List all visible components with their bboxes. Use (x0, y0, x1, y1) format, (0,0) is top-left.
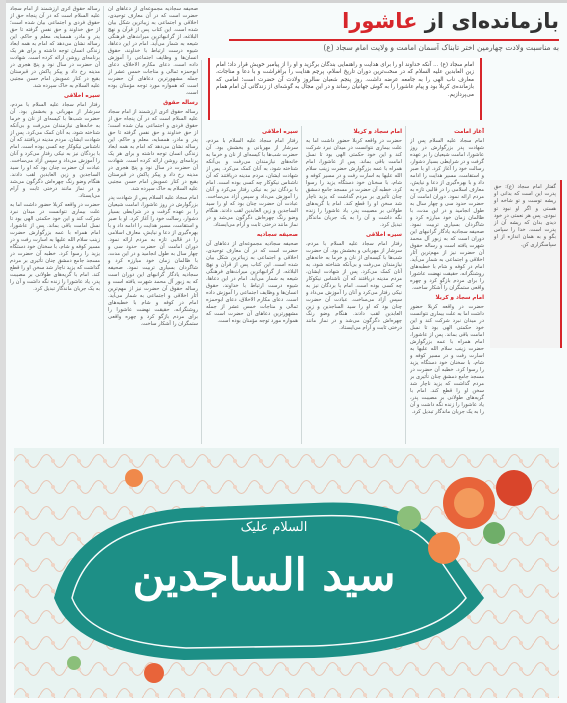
title-rule (229, 39, 559, 41)
column-heading: رساله حقوق (163, 100, 198, 106)
column-body: امام سجاد علیه السلام پس از شهادت پدر بزرگوارش در روز عاشورا، امامت شیعیان را بر عهده گرفت و در شرایطی بسیار دشوار، رسالت خود را آغاز کرد. او با صبر و استقامت، مسیر هدایت را ادامه داد و با بهره‌گیری از دعا و نیایش، معارف اسلامی را در قالبی تازه به مردم ارائه نمود. دوران امامت آن حضرت حدود سی و چهار سال به طول انجامید و در این مدت، با ظالمان زمان خود مبارزه کرد و شاگردان بسیاری تربیت نمود. صحیفه سجادیه یادگار گرانبهای این دوران است که به زبور آل محمد شهرت یافته است و رساله حقوق آن حضرت نیز از مهم‌ترین آثار اخلاقی و اجتماعی به شمار می‌آید. امام در کوفه و شام با خطبه‌های روشنگرانه، حقیقت نهضت عاشورا را برای مردم بازگو کرد و چهره واقعی ستمگران را آشکار ساخت. (108, 195, 198, 327)
column-body: امام سجاد علیه السلام پس از شهادت پدر بزرگوارش در روز عاشورا، امامت شیعیان را بر عهده گرفت و در شرایطی بسیار دشوار، رسالت خود را آغاز کرد. او با صبر و استقامت، مسیر هدایت را ادامه داد و با بهره‌گیری از دعا و نیایش، معارف اسلامی را در قالبی تازه به مردم ارائه نمود. دوران امامت آن حضرت حدود سی و چهار سال به طول انجامید و در این مدت، با ظالمان زمان خود مبارزه کرد و شاگردان بسیاری تربیت نمود. صحیفه سجادیه یادگار گرانبهای این دوران است که به زبور آل محمد شهرت یافته است و رساله حقوق آن حضرت نیز از مهم‌ترین آثار اخلاقی و اجتماعی به شمار می‌آید. امام در کوفه و شام با خطبه‌های روشنگرانه، حقیقت نهضت عاشورا را برای مردم بازگو کرد و چهره واقعی ستمگران را آشکار ساخت. (410, 138, 484, 291)
column-body: رساله حقوق اثری ارزشمند از امام سجاد علیه السلام است که در آن پنجاه حق از حقوق فردی و اجتماعی بیان شده است؛ از حق خداوند و حق نفس گرفته تا حق پدر و مادر، همسایه، معلم و حاکم. این رساله نشان می‌دهد که امام به همه ابعاد زندگی انسان توجه داشته و برای هر یک برنامه‌ای روشن ارائه کرده است. شهادت آن حضرت در سال نود و پنج هجری در مدینه رخ داد و پیکر پاکش در قبرستان بقیع در کنار عمویش امام حسن مجتبی علیه السلام به خاک سپرده شد. (10, 6, 100, 89)
column-divider (301, 126, 302, 444)
column-heading: صحیفه سجادیه (256, 232, 298, 238)
column-heading: سیره اخلاقی (63, 93, 100, 99)
column-heading: سیره اخلاقی (365, 232, 402, 238)
column-body: حضرت در واقعه کربلا حضور داشت اما به علت بیماری نتوانست در میدان نبرد شرکت کند و این خود حکمتی الهی بود تا نسل امامت باقی بماند. پس از عاشورا، امام همراه با عمه بزرگوارش حضرت زینب سلام الله علیها به اسارت رفت و در مسیر کوفه و شام، با سخنان خود دستگاه یزید را رسوا کرد. خطبه آن حضرت در مسجد جامع دمشق چنان تأثیری بر مردم گذاشت که یزید ناچار شد سخن او را قطع کند. امام با گریه‌های طولانی بر مصیبت پدر، یاد عاشورا را زنده نگه داشت و آن را به یک جریان ماندگار تبدیل کرد. (306, 138, 402, 228)
left-edge (0, 0, 6, 703)
column-heading: امام سجاد و کربلا (353, 129, 402, 135)
column-heading: سیره اخلاقی (261, 129, 298, 135)
calligraphy-banner (14, 448, 559, 698)
column-body: حضرت در واقعه کربلا حضور داشت اما به علت بیماری نتوانست در میدان نبرد شرکت کند و این خود حکمتی الهی بود تا نسل امامت باقی بماند. پس از عاشورا، امام همراه با عمه بزرگوارش حضرت زینب سلام الله علیها به اسارت رفت و در مسیر کوفه و شام، با سخنان خود دستگاه یزید را رسوا کرد. خطبه آن حضرت در مسجد جامع دمشق چنان تأثیری بر مردم گذاشت که یزید ناچار شد سخن او را قطع کند. امام با گریه‌های طولانی بر مصیبت پدر، یاد عاشورا را زنده نگه داشت و آن را به یک جریان ماندگار تبدیل کرد. (10, 202, 100, 292)
column-heading: آغاز امامت (454, 129, 484, 135)
column-body: رفتار امام سجاد علیه السلام با مردم، سرشار از مهربانی و بخشش بود. آن حضرت شب‌ها با کیسه‌ای از نان و خرما به خانه‌های نیازمندان می‌رفت و بی‌آنکه شناخته شود، به آنان کمک می‌کرد. پس از شهادت ایشان، مردم مدینه دریافتند که آن ناشناس نیکوکار چه کسی بوده است. امام با بردگان نیز به نیکی رفتار می‌کرد و آنان را آموزش می‌داد و سپس آزاد می‌ساخت. عبادت آن حضرت چنان بود که او را سید الساجدین و زین العابدین لقب دادند. هنگام وضو رنگ چهره‌اش دگرگون می‌شد و در نماز مانند درختی ثابت و آرام می‌ایستاد. (10, 102, 100, 199)
column-body: رفتار امام سجاد علیه السلام با مردم، سرشار از مهربانی و بخشش بود. آن حضرت شب‌ها با کیسه‌ای از نان و خرما به خانه‌های نیازمندان می‌رفت و بی‌آنکه شناخته شود، به آنان کمک می‌کرد. پس از شهادت ایشان، مردم مدینه دریافتند که آن ناشناس نیکوکار چه کسی بوده است. امام با بردگان نیز به نیکی رفتار می‌کرد و آنان را آموزش می‌داد و سپس آزاد می‌ساخت. عبادت آن حضرت چنان بود که او را سید الساجدین و زین العابدین لقب دادند. هنگام وضو رنگ چهره‌اش دگرگون می‌شد و در نماز مانند درختی ثابت و آرام می‌ایستاد. (206, 138, 298, 228)
title-accent: عاشورا (342, 9, 418, 33)
column-body: رساله حقوق اثری ارزشمند از امام سجاد علیه السلام است که در آن پنجاه حق از حقوق فردی و اجتماعی بیان شده است؛ از حق خداوند و حق نفس گرفته تا حق پدر و مادر، همسایه، معلم و حاکم. این رساله نشان می‌دهد که امام به همه ابعاد زندگی انسان توجه داشته و برای هر یک برنامه‌ای روشن ارائه کرده است. شهادت آن حضرت در سال نود و پنج هجری در مدینه رخ داد و پیکر پاکش در قبرستان بقیع در کنار عمویش امام حسن مجتبی علیه السلام به خاک سپرده شد. (108, 109, 198, 192)
sidebox-text: گفتار امام سجاد (ع): حق پدرت این است که بدانی او ریشه توست و تو شاخه او هستی و اگر او نبود تو نبودی. پس هر نعمتی در خود دیدی بدان که ریشه آن از پدرت است. خدا را سپاس بگو و به همان اندازه از او سپاسگزاری کن. (494, 184, 556, 248)
article-title (209, 6, 559, 36)
column-divider (103, 6, 104, 444)
column-heading: امام سجاد و کربلا (435, 295, 484, 301)
text-column-4 (108, 6, 198, 444)
article-header (209, 6, 559, 58)
text-column-3 (206, 126, 298, 444)
calligraphy-line-2: سید الساجدین (132, 550, 396, 601)
column-body: حضرت در واقعه کربلا حضور داشت اما به علت بیماری نتوانست در میدان نبرد شرکت کند و این خود حکمتی الهی بود تا نسل امامت باقی بماند. پس از عاشورا، امام همراه با عمه بزرگوارش حضرت زینب سلام الله علیها به اسارت رفت و در مسیر کوفه و شام، با سخنان خود دستگاه یزید را رسوا کرد. خطبه آن حضرت در مسجد جامع دمشق چنان تأثیری بر مردم گذاشت که یزید ناچار شد سخن او را قطع کند. امام با گریه‌های طولانی بر مصیبت پدر، یاد عاشورا را زنده نگه داشت و آن را به یک جریان ماندگار تبدیل کرد. (410, 304, 484, 415)
column-body: صحیفه سجادیه مجموعه‌ای از دعاهای آن حضرت است که در آن معارف توحیدی، اخلاقی و اجتماعی به زیباترین شکل بیان شده است. این کتاب پس از قرآن و نهج البلاغه، از گرانبهاترین میراث‌های فرهنگی شیعه به شمار می‌آید. امام در این دعاها، شیوه درست ارتباط با خداوند، حقوق انسان‌ها و وظایف اجتماعی را آموزش داده است. دعای مکارم الاخلاق، دعای ابوحمزه ثمالی و مناجات خمس عشر از جمله مشهورترین دعاهای آن حضرت است که همواره مورد توجه مؤمنان بوده است. (206, 241, 298, 324)
column-divider (201, 60, 202, 444)
column-divider (405, 126, 406, 444)
calligraphy-line-1: السلام علیک (240, 520, 308, 535)
text-column-2 (306, 126, 402, 444)
column-body: صحیفه سجادیه مجموعه‌ای از دعاهای آن حضرت است که در آن معارف توحیدی، اخلاقی و اجتماعی به زیباترین شکل بیان شده است. این کتاب پس از قرآن و نهج البلاغه، از گرانبهاترین میراث‌های فرهنگی شیعه به شمار می‌آید. امام در این دعاها، شیوه درست ارتباط با خداوند، حقوق انسان‌ها و وظایف اجتماعی را آموزش داده است. دعای مکارم الاخلاق، دعای ابوحمزه ثمالی و مناجات خمس عشر از جمله مشهورترین دعاهای آن حضرت است که همواره مورد توجه مؤمنان بوده است. (108, 6, 198, 96)
lead-text: امام سجاد (ع) ... آنکه خداوند او را برای هدایت و راهنمایی بندگان برگزید و او را از پیامبر خویش قرار داد؛ امام زین العابدین علیه السلام که در سخت‌ترین دوران تاریخ اسلام، پرچم هدایت را برافراشت و با دعا و مناجات، معارف ناب الهی را به جامعه عرضه داشت. روز پنجم شعبان سالروز ولادت آن حضرت است؛ امامی که بازمانده‌ی کربلا بود و پیام عاشورا را به گوش جهانیان رساند و در این مجال به گوشه‌ای از زندگانی آن امام همام می‌پردازیم. (216, 62, 474, 98)
text-column-5 (10, 6, 100, 444)
article-subtitle: به مناسبت ولادت چهارمین اختر تابناک آسمان امامت و ولایت امام سجاد (ع) (323, 43, 559, 52)
column-body: رفتار امام سجاد علیه السلام با مردم، سرشار از مهربانی و بخشش بود. آن حضرت شب‌ها با کیسه‌ای از نان و خرما به خانه‌های نیازمندان می‌رفت و بی‌آنکه شناخته شود، به آنان کمک می‌کرد. پس از شهادت ایشان، مردم مدینه دریافتند که آن ناشناس نیکوکار چه کسی بوده است. امام با بردگان نیز به نیکی رفتار می‌کرد و آنان را آموزش می‌داد و سپس آزاد می‌ساخت. عبادت آن حضرت چنان بود که او را سید الساجدین و زین العابدین لقب دادند. هنگام وضو رنگ چهره‌اش دگرگون می‌شد و در نماز مانند درختی ثابت و آرام می‌ایستاد. (306, 241, 402, 331)
lead-box (208, 58, 482, 120)
top-edge (0, 0, 567, 3)
title-text: بازمانده‌ای از (417, 9, 559, 33)
quote-sidebox (490, 180, 562, 348)
text-column-1 (410, 126, 484, 444)
